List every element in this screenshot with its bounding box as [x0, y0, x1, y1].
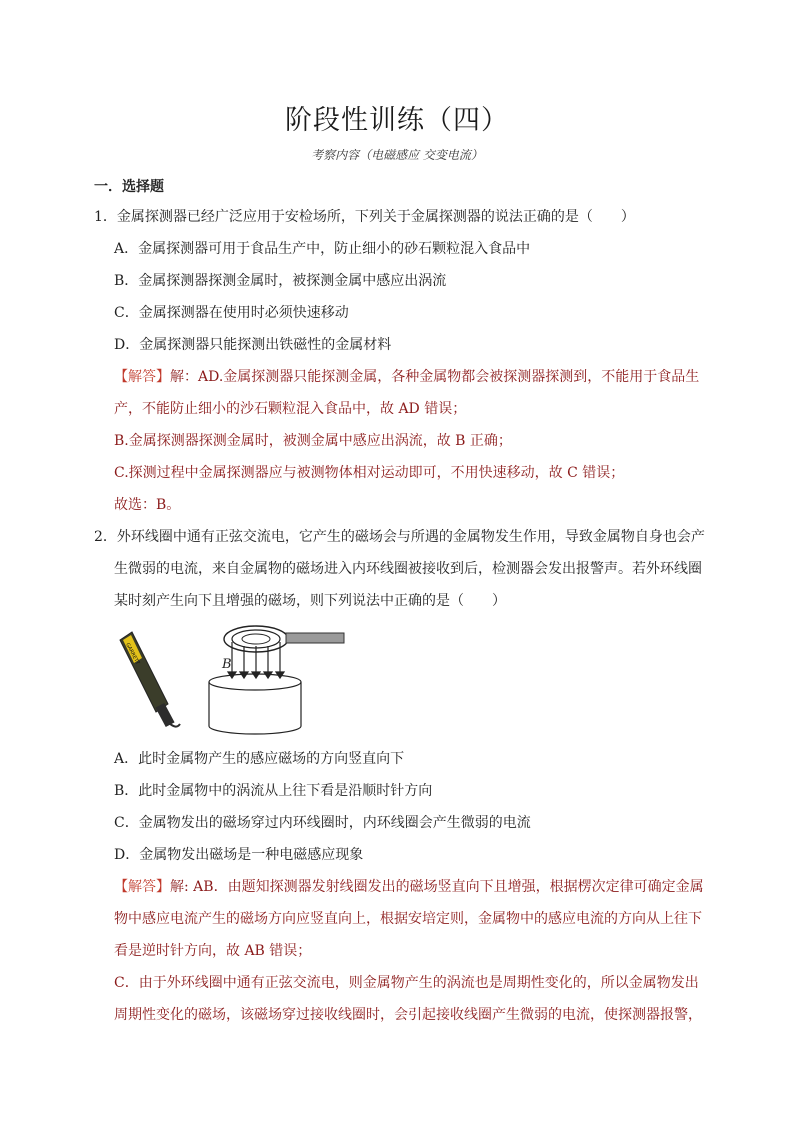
question-1-answer-line: 产，不能防止细小的沙石颗粒混入食品中，故 AD 错误；: [114, 401, 467, 417]
question-2-answer-line: 物中感应电流产生的磁场方向应竖直向上，根据安培定则，金属物中的感应电流的方向从上往下: [114, 911, 702, 927]
question-2-stem-line: 生微弱的电流，来自金属物的磁场进入内环线圈被接收到后，检测器会发出报警声。若外环线圈: [114, 561, 702, 577]
question-2-option-a: A．此时金属物产生的感应磁场的方向竖直向下: [114, 751, 405, 767]
detector-coil-diagram: [224, 626, 344, 652]
answer-text: 解: AB．由题知探测器发射线圈发出的磁场竖直向下且增强，根据楞次定律可确定金属: [170, 879, 704, 895]
answer-tag: 【解答】: [114, 879, 170, 895]
question-2-stem-line: 2．外环线圈中通有正弦交流电，它产生的磁场会与所遇的金属物发生作用，导致金属物自身也会产: [94, 529, 705, 545]
detector-brand-text: GARRETT: [124, 642, 141, 666]
question-1-option-a: A．金属探测器可用于食品生产中，防止细小的砂石颗粒混入食品中: [114, 241, 531, 257]
question-1-option-b: B．金属探测器探测金属时，被探测金属中感应出涡流: [114, 273, 447, 289]
handheld-detector-image: [120, 632, 180, 727]
question-2-option-d: D．金属物发出磁场是一种电磁感应现象: [114, 847, 364, 863]
magnetic-field-arrows: [228, 642, 284, 678]
answer-text: 解：AD.金属探测器只能探测金属，各种金属物都会被探测器探测到，不能用于食品生: [170, 369, 700, 385]
question-1-option-d: D．金属探测器只能探测出铁磁性的金属材料: [114, 337, 392, 353]
question-1-answer-line: C.探测过程中金属探测器应与被测物体相对运动即可，不用快速移动，故 C 错误；: [114, 465, 625, 481]
question-2-answer-line: C．由于外环线圈中通有正弦交流电，则金属物产生的涡流也是周期性变化的，所以金属物发出: [114, 975, 699, 991]
page-subtitle: 考察内容（电磁感应 交变电流）: [311, 148, 483, 162]
question-2-option-b: B．此时金属物中的涡流从上往下看是沿顺时针方向: [114, 783, 433, 799]
question-2-option-c: C．金属物发出的磁场穿过内环线圈时，内环线圈会产生微弱的电流: [114, 815, 531, 831]
field-label-b: B: [222, 657, 232, 672]
metal-detector-figure: [110, 618, 350, 736]
question-2-answer-line: 看是逆时针方向，故 AB 错误；: [114, 943, 312, 959]
question-2-stem-line: 某时刻产生向下且增强的磁场，则下列说法中正确的是（ ）: [114, 593, 506, 609]
answer-tag: 【解答】: [114, 369, 170, 385]
question-2-answer-line: 周期性变化的磁场，该磁场穿过接收线圈时，会引起接收线圈产生微弱的电流，使探测器报警，: [114, 1007, 702, 1023]
question-1-answer-line: 故选：B。: [114, 497, 181, 513]
question-1-option-c: C．金属探测器在使用时必须快速移动: [114, 305, 349, 321]
page-title: 阶段性训练（四）: [285, 105, 509, 136]
question-1-answer-line: B.金属探测器探测金属时，被测金属中感应出涡流，故 B 正确；: [114, 433, 512, 449]
question-1-stem: 1．金属探测器已经广泛应用于安检场所，下列关于金属探测器的说法正确的是（ ）: [94, 209, 635, 225]
metal-object-cylinder: [209, 674, 301, 734]
section-heading: 一．选择题: [94, 179, 164, 195]
question-1-answer-line: [114, 367, 699, 387]
question-2-answer-line: [114, 877, 704, 897]
